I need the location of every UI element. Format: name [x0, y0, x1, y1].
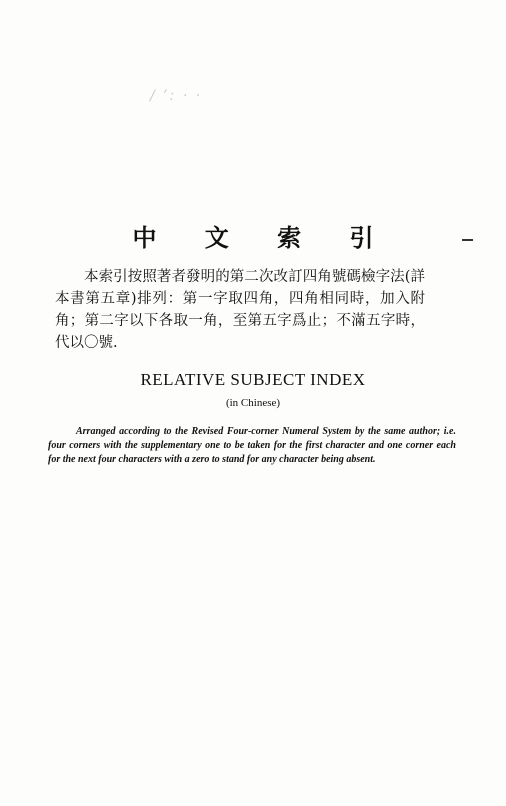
english-title: RELATIVE SUBJECT INDEX	[140, 370, 366, 389]
english-description-text: Arranged according to the Revised Four-corner Numeral System by the same author; i.e. four corners with the supplementary one to be taken for the first character and one corner each for the next four characters with a zero to stand for any character being absent.	[48, 426, 456, 465]
english-description	[48, 425, 456, 467]
pencil-annotation: / ʼ: · ·	[150, 88, 203, 104]
chinese-paragraph: 本索引按照著者發明的第二次改訂四角號碼檢字法(詳本書第五章)排列：第一字取四角，四角相同時，加入附角；第二字以下各取一角，至第五字爲止；不滿五字時，代以〇號.	[55, 269, 425, 351]
chinese-title: 中 文 索 引	[132, 223, 394, 252]
english-subtitle: (in Chinese)	[225, 397, 281, 409]
